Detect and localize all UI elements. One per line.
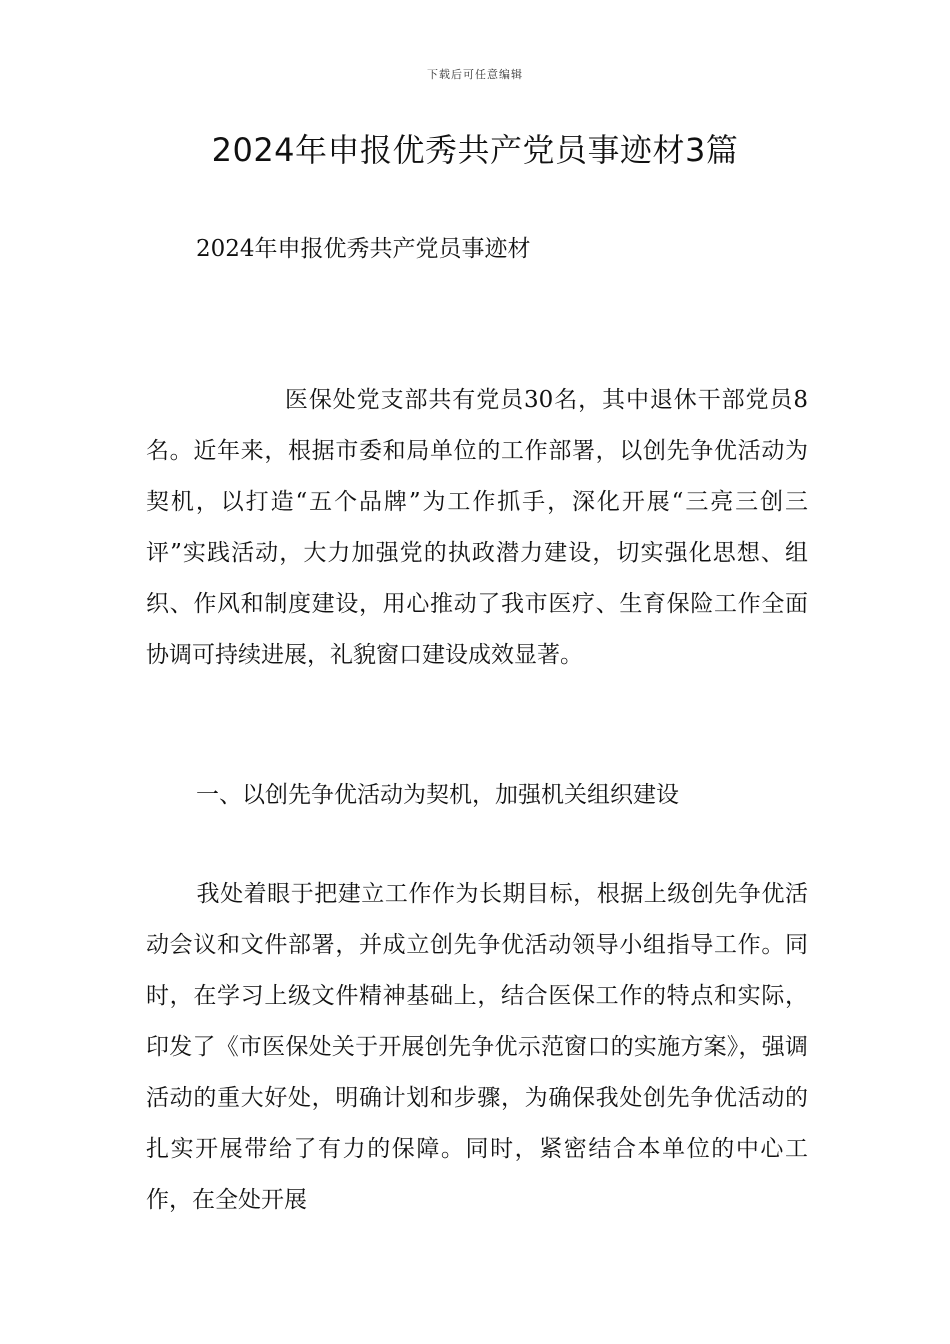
paragraph-intro-text: 医保处党支部共有党员30名，其中退休干部党员8名。近年来，根据市委和局单位的工作部署，以创先争优活动为契机，以打造“五个品牌”为工作抓手，深化开展“三亮三创三评”实践活动，大力加强党的执政潜力建设，切实强化思想、组织、作风和制度建设，用心推动了我市医疗、生育保险工作全面协调可持续进展，礼貌窗口建设成效显著。 xyxy=(146,387,808,668)
paragraph-intro xyxy=(146,375,808,681)
document-subtitle: 2024年申报优秀共产党员事迹材 xyxy=(196,236,531,262)
paragraph-section-1-text: 我处着眼于把建立工作作为长期目标，根据上级创先争优活动会议和文件部署，并成立创先争优活动领导小组指导工作。同时，在学习上级文件精神基础上，结合医保工作的特点和实际，印发了《市医保处关于开展创先争优示范窗口的实施方案》，强调活动的重大好处，明确计划和步骤，为确保我处创先争优活动的扎实开展带给了有力的保障。同时，紧密结合本单位的中心工作，在全处开展 xyxy=(146,881,808,1213)
header-note: 下载后可任意编辑 xyxy=(427,68,523,81)
paragraph-section-1 xyxy=(146,869,808,1226)
document-title: 2024年申报优秀共产党员事迹材3篇 xyxy=(211,131,739,169)
section-heading: 一、以创先争优活动为契机，加强机关组织建设 xyxy=(196,782,679,808)
